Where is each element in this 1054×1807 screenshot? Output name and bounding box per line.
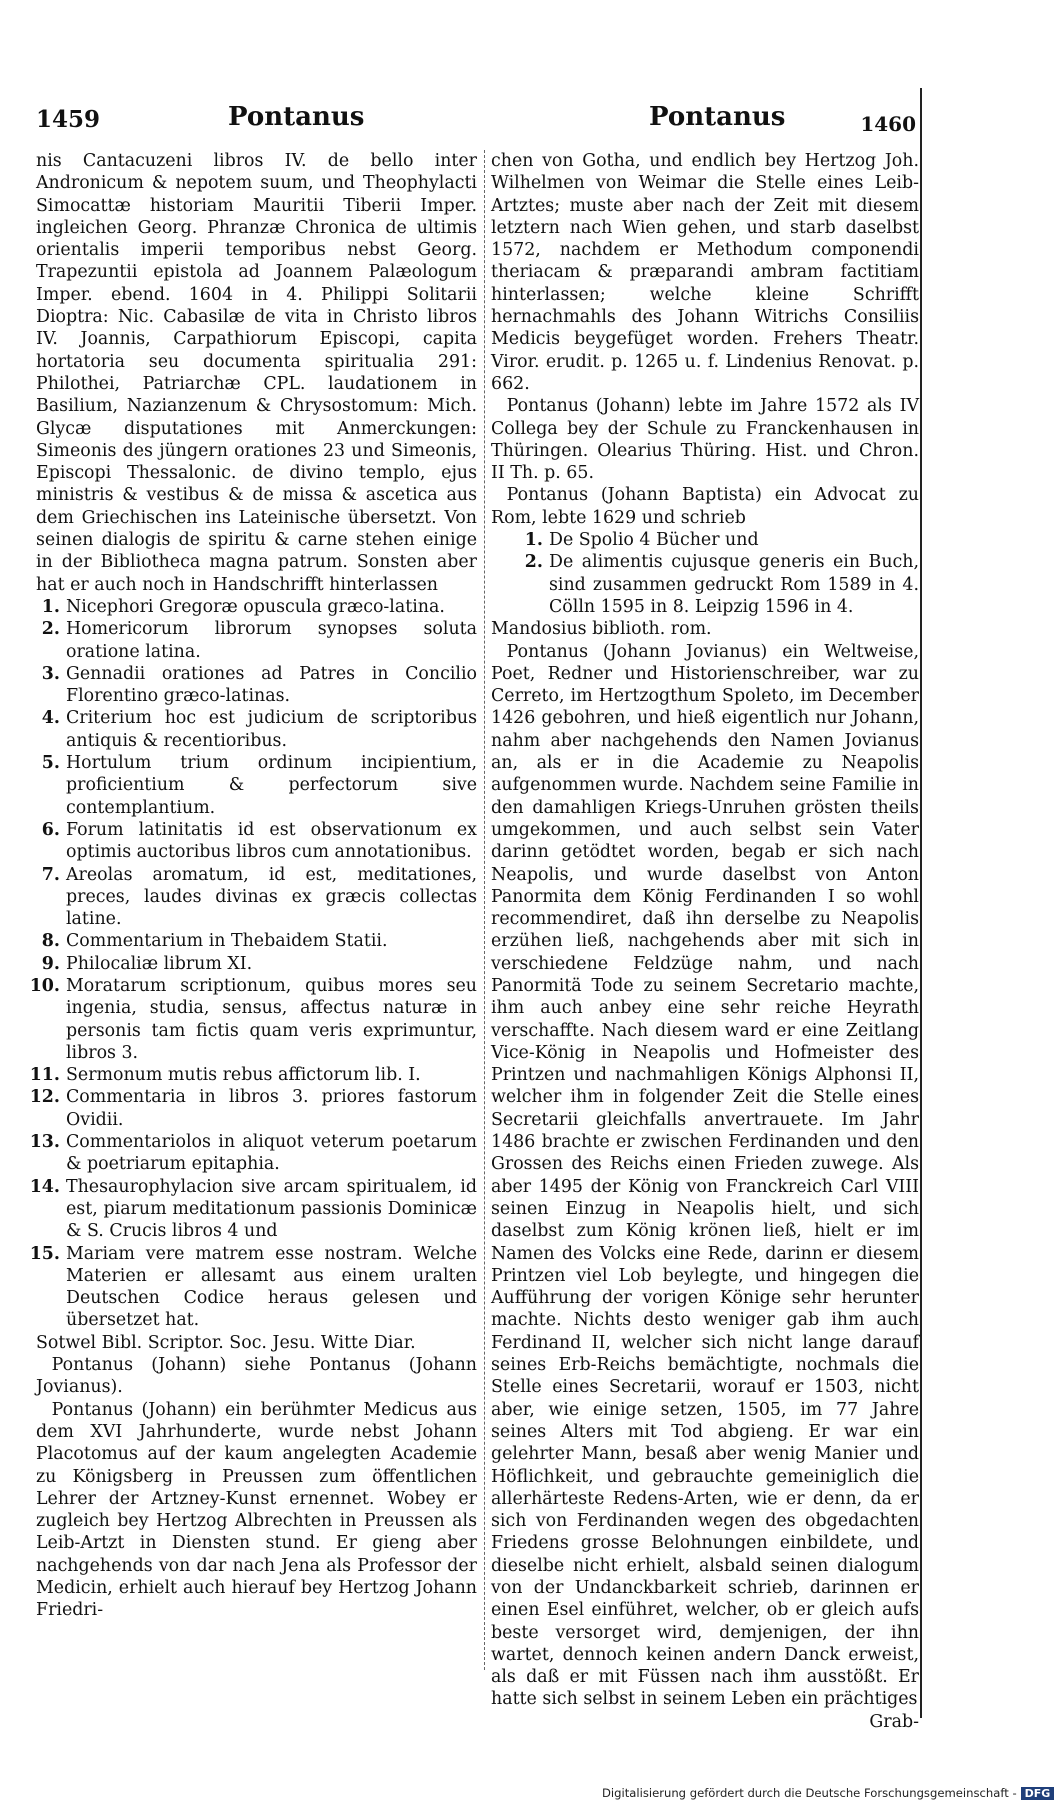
running-head-left: Pontanus xyxy=(228,102,365,132)
entry-pontanus-johann-medicus: Pontanus (Johann) ein berühmter Medicus aus dem XVI Jahrhunderte, wurde nebst Johann Placotomus auf der kaum angelegten Academie zu Königsberg in Preussen zum öffentlichen Lehrer der Artzney-Kunst ernennet. Wobey er zugleich bey Hertzog Albrechten in Preussen als Leib-Artzt in Diensten stund. Er gieng aber nachgehends von dar nach Jena als Professor der Medicin, erhielt auch hierauf bey Hertzog Johann Friedri- xyxy=(36,1399,477,1621)
list-item: 6. Forum latinitatis id est observationum ex optimis auctoribus libros cum annotationibus. xyxy=(66,819,477,864)
source-reference: Sotwel Bibl. Scriptor. Soc. Jesu. Witte Diar. xyxy=(36,1332,416,1353)
list-item: 2. Homericorum librorum synopses soluta oratione latina. xyxy=(66,618,477,663)
list-item: 11. Sermonum mutis rebus affictorum lib. I. xyxy=(66,1064,477,1086)
running-head-right: Pontanus xyxy=(649,102,786,132)
list-item: 15. Mariam vere matrem esse nostram. Welche Materien er allesamt aus einem uralten Deutschen Codice heraus gelesen und übersetzet hat. xyxy=(66,1243,477,1332)
list-item: 12. Commentaria in libros 3. priores fastorum Ovidii. xyxy=(66,1086,477,1131)
footer-text: Digitalisierung gefördert durch die Deutsche Forschungsgemeinschaft - xyxy=(602,1786,1017,1800)
list-item: 1. Nicephori Gregoræ opuscula græco-latina. xyxy=(66,596,477,618)
manuscript-list xyxy=(36,596,477,1332)
list-item: 2. De alimentis cujusque generis ein Buch, sind zusammen gedruckt Rom 1589 in 4. Cölln 1595 in 8. Leipzig 1596 in 4. xyxy=(549,551,919,618)
page-header xyxy=(36,96,916,136)
entry-continuation: nis Cantacuzeni libros IV. de bello inter Andronicum & nepotem suum, und Theophylacti Simocattæ historiam Mauritii Tiberii Imper. ingleichen Georg. Phranzæ Chronica de ultimis orientalis imperii temporibus nebst Georg. Trapezuntii epistola ad Joannem Palæologum Imper. ebend. 1604 in 4. Philippi Solitarii Dioptra: Nic. Cabasilæ de vita in Christo libros IV. Joannis, Carpathiorum Episcopi, capita hortatoria seu documenta spiritualia 291: Philothei, Patriarchæ CPL. laudationem in Basilium, Nazianzenum & Chrysostomum: Mich. Glycæ disputationes mit Anmerckungen: Simeonis des jüngern orationes 23 und Simeonis, Episcopi Thessalonic. de divino templo, ejus ministris & vestibus & de missa & ascetica aus dem Griechischen ins Lateinische übersetzt. Von seinen dialogis de spiritu & carne stehen einige in der Bibliotheca magna patrum. Sonsten aber hat er auch noch in Handschrifft hinterlassen xyxy=(36,151,477,595)
column-divider xyxy=(484,150,485,1670)
list-item: 5. Hortulum trium ordinum incipientium, proficientium & perfectorum sive contemplantium. xyxy=(66,752,477,819)
entry-pontanus-johann-see: Pontanus (Johann) siehe Pontanus (Johann Jovianus). xyxy=(36,1355,477,1398)
list-item: 7. Areolas aromatum, id est, meditationes, preces, laudes divinas ex græcis collectas latine. xyxy=(66,864,477,931)
list-item: 8. Commentarium in Thebaidem Statii. xyxy=(66,930,477,952)
baptista-works-list xyxy=(491,529,919,618)
list-item: 10. Moratarum scriptionum, quibus mores seu ingenia, studia, sensus, affectus naturæ in personis tam fictis quam veris exprimuntur, libros 3. xyxy=(66,975,477,1064)
page-number-right: 1460 xyxy=(860,112,916,136)
list-item: 1. De Spolio 4 Bücher und xyxy=(549,529,919,551)
list-item: 3. Gennadii orationes ad Patres in Concilio Florentino græco-latinas. xyxy=(66,663,477,708)
entry-continuation: chen von Gotha, und endlich bey Hertzog Joh. Wilhelmen von Weimar die Stelle eines Leib-Artztes; muste aber nach der Zeit mit diesem letztern nach Wien gehen, und starb daselbst 1572, nachdem er Methodum componendi theriacam & præparandi ambram factitiam hinterlassen; welche kleine Schrifft hernachmahls des Johann Witrichs Consiliis Medicis beygefüget worden. Frehers Theatr. Viror. erudit. p. 1265 u. f. Lindenius Renovat. p. 662. xyxy=(491,151,919,394)
left-column xyxy=(36,150,477,1730)
entry-pontanus-baptista: Pontanus (Johann Baptista) ein Advocat zu Rom, lebte 1629 und schrieb xyxy=(491,485,919,528)
right-column xyxy=(491,150,919,1730)
list-item: 14. Thesaurophylacion sive arcam spiritualem, id est, piarum meditationum passionis Dominicæ & S. Crucis libros 4 und xyxy=(66,1176,477,1243)
catchword: Grab- xyxy=(869,1711,919,1732)
source-reference: Mandosius biblioth. rom. xyxy=(491,619,712,640)
page-number-left: 1459 xyxy=(36,106,101,133)
list-item: 4. Criterium hoc est judicium de scriptoribus antiquis & recentioribus. xyxy=(66,707,477,752)
list-item: 9. Philocaliæ librum XI. xyxy=(66,953,477,975)
dfg-logo: DFG xyxy=(1021,1787,1054,1800)
entry-pontanus-jovianus: Pontanus (Johann Jovianus) ein Weltweise, Poet, Redner und Historienschreiber, war zu Cerreto, im Hertzogthum Spoleto, im December 1426 gebohren, und hieß eigentlich nur Johann, nahm aber nachgehends den Namen Jovianus an, als er in die Academie zu Neapolis aufgenommen wurde. Nachdem seine Familie in den damahligen Kriegs-Unruhen grösten theils umgekommen, und auch selbst sein Vater darinn getödtet worden, begab er sich nach Neapolis, und wurde daselbst von Anton Panormita dem König Ferdinanden I so wohl recommendiret, daß ihn derselbe zu Neapolis erzühen ließ, nachgehends aber mit sich in verschiedene Feldzüge nahm, und nach Panormitä Tode zu seinem Secretario machte, ihm auch anbey eine sehr reiche Heyrath verschaffte. Nach diesem ward er eine Zeitlang Vice-König in Neapolis und Hofmeister des Printzen und nachmahligen Königs Alphonsi II, welcher ihm in folgender Zeit die Stelle eines Secretarii gleichfalls anvertrauete. Im Jahr 1486 brachte er zwischen Ferdinanden und den Grossen des Reichs einen Frieden zuwege. Als aber 1495 der König von Franckreich Carl VIII seinen Einzug in Neapolis hielt, und sich daselbst zum König krönen ließ, hielt er im Namen des Volcks eine Rede, darinn er diesem Printzen viel Lob beylegte, und hingegen die Aufführung der vorigen Könige sehr herunter machte. Nichts desto weniger gab ihm auch Ferdinand II, welcher sich nicht lange darauf seines Erb-Reichs bemächtigte, nochmals die Stelle eines Secretarii, worauf er 1503, nicht aber, wie einige setzen, 1505, im 77 Jahre seines Alters mit Tod abgieng. Er war ein gelehrter Mann, besaß aber wenig Manier und Höflichkeit, und gebrauchte gemeiniglich die allerhärteste Redens-Arten, wie er denn, da er sich von Ferdinanden wegen des obgedachten Friedens grosse Belohnungen einbildete, und dieselbe nicht erhielt, alsbald seinen dialogum von der Undanckbarkeit schrieb, darinnen er einen Esel einführet, welcher, ob er gleich aufs beste versorget wird, demjenigen, der ihn wartet, dennoch keinen andern Danck erweist, als daß er mit Füssen nach ihm ausstößt. Er hatte sich selbst in seinem Leben ein prächtiges xyxy=(491,641,919,1710)
list-item: 13. Commentariolos in aliquot veterum poetarum & poetriarum epitaphia. xyxy=(66,1131,477,1176)
page-edge-line xyxy=(920,88,922,1718)
entry-pontanus-johann-1572: Pontanus (Johann) lebte im Jahre 1572 als IV Collega bey der Schule zu Franckenhausen in Thüringen. Olearius Thüring. Hist. und Chron. II Th. p. 65. xyxy=(491,396,919,484)
digitization-footer xyxy=(602,1786,1051,1806)
